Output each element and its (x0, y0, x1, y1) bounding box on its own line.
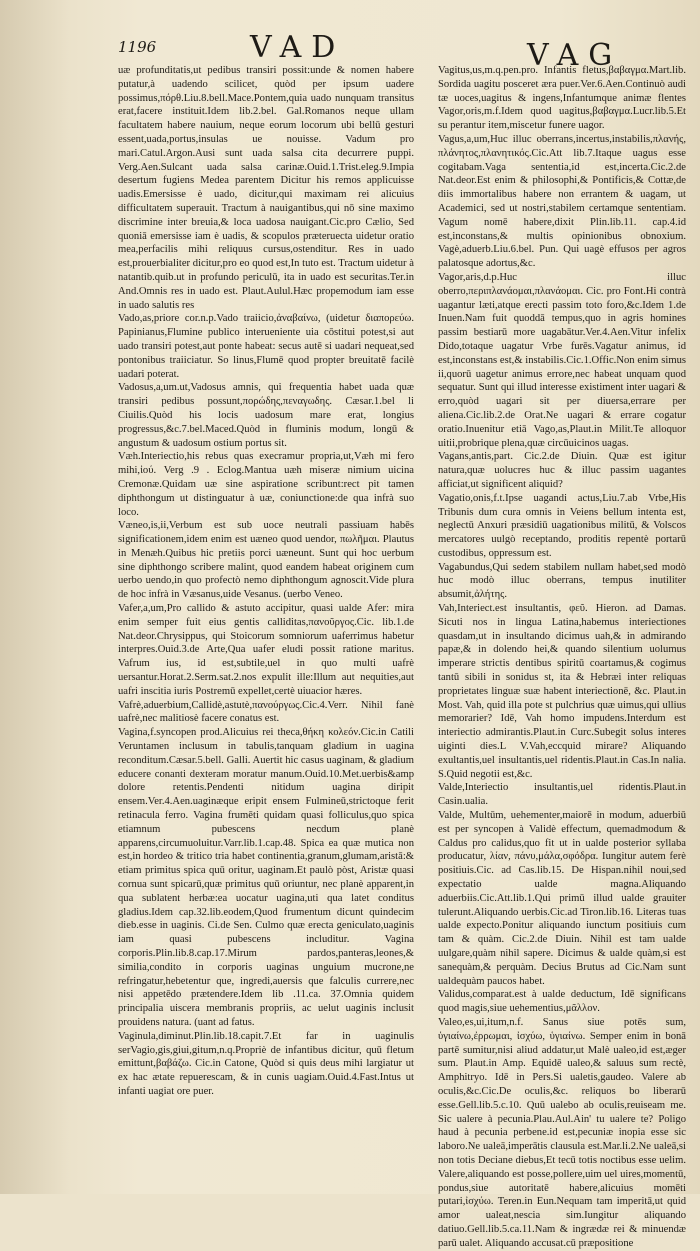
right-column (438, 64, 686, 1251)
dictionary-entry: Vafrè,aduerbium,Callidè,astutè,πανούργως.Cic.4.Verr. Nihil fanè uafrè,nec malitiosè facere conatus est. (118, 699, 414, 725)
dictionary-entry: Vaginula,diminut.Plin.lib.18.capit.7.Et far in uaginulis serVagio,gis,giui,gitum,n.q.Propriè de infantibus dicitur, quū fletum emittunt,βαβάζω. Cic.in Catone, Quòd si quis deus mihi largiatur ut ex hac ætate repuerescam, & in cunis uagiam.Ouid.4.Fast.Intus ut infanti uagiat ore puer. (118, 1030, 414, 1097)
dictionary-entry: Vagina,f.syncopen prod.Alicuius rei theca,θήκη κολεόν.Cic.in Catili Veruntamen inclusum in tabulis,tanquam gladium in uagina reconditum.Cæsar.5.bell. Galli. Auertit hic casus uaginam, & gladium educere conanti dexteram moratur manum.Ouid.10.Met.uerbis&amp dolore retentis.Pendenti nitidum uagina diripit ensem.Ver.4.Aen.uaginæque eripit ensem Fulmineū,strictoque ferit retinacula ferro. Vagina frumēti quidam quasi folliculus,quo spica etiamnum pubescens necdum planè apparens,circumuoluitur.Varr.lib.1.cap.48. Spica ea quæ mutica non est,in hordeo & tritico tria habet continentia,granum,glumam,aristā:& etiam primitus spica quū oritur, uaginam.Et paulò pòst, Aristæ quasi cornua sunt spicarū,quæ primitus quū oriuntur, nec planè apparent,in qua sublatent herbæ:ea uocatur uagina,uti qua latet conditus gladius.Idem cap.32.lib.eodem,Quod frumentum dicunt quindecim dieb.esse in uaginis. Ci.de Sen. Culmo quæ erecta geniculato,uaginis iam quasi pubescens includitur. Vagina corporis.Plin.lib.8.cap.17.Mirum pardos,panteras,leones,& similia,condito in corporis uaginas unguium mucrone,ne refringatur,hebetentur que, ingredi,auersis que falculis currere,nec nisi appetēdo prætendere.Idem lib .11.ca. 37.Omnia quidem principalia uiscera membranis propriis, ac uelut uaginis inclusit prouidens natura. (uant ad fatus. (118, 727, 414, 1028)
dictionary-entry: Valde,Interiectio insultantis,uel ridentis.Plaut.in Casin.ualia. (438, 782, 686, 808)
dictionary-entry: Valeo,es,ui,itum,n.f. Sanus siue potēs sum, ὑγιαίνω,ἐρρωμαι, ἰσχύω, ὑγιαίνω. Semper enim in bonā partē sumitur,nisi aliud addatur,ut Malè ualeo,id est,æger sum. Plaut.in Amp. Equidē ualeo,& saluus sum rectè, Amphitryo. Idē in Pers.Si ualetis,gaudeo. Valere ab oculis,&c.Cic.De oculis,&c. reliquos bo liberarū esse.Gell.lib.5.c.10. Quū ualebo ab oculis,reuiseam me. Sic ualere à pecunia.Plau.Aul.Ain' tu ualere te? Poligo haud à pecunia perbene.id est,pecuniæ inopia esse sic laboro.Ne ualeā,imperātis clausula est.Mar.li.2.Ne ualeā,si non totis Deciane diebus,Et tecū totis noctibus esse uelim. Valere,aliquando est posse,pollere,uim uel uires,momentū, pondus,siue autoritatē habere,alicuius momēti putari,ἰσχύω. Teren.in Eun.Nequam tam imperitā,ut quid amor ualeat,nescia sim.Iungitur aliquando datiuo.Gell.lib.5.ca.11.Nam & ingrædæ rei & minuendæ parū ualet. Aliquando accusat.cū præpositione (438, 1016, 686, 1249)
dictionary-entry: Vah,Interiect.est insultantis, φεῦ. Hieron. ad Damas. Sicuti nos in lingua Latina,habemus interiectiones quasdam,ut in insultando dicimus uah,& in admirando papæ,& in dolendo hei,& quando silentium uolumus imperare strictis dentibus spiritū coartamus,& cogimus tantū sibili in sonidus st, ita & Hebræi inter reliquas proprietates linguæ suæ habent interiectionē, &c. Plaut.in Most. Vah, quid illa pote st pulchrius quæ uimus,qui ullius memorarier? Idē, Vah homo impudens.Interdum est interiectio admirantis.Plaut.in Curc.Subegit solus interes uiginti dies.L V.Vah,eccquid mirare? Aliquando exultantis,uel insultantis,uel ridentis.Plaut.in Cas.In nalia. S.Quid negotii est,&c. (438, 603, 686, 780)
page-edge-shadow (0, 0, 70, 1194)
dictionary-entry: Vagus,a,um,Huc illuc oberrans,incertus,instabilis,πλανής, πλάνητος,πλανητικός.Cic.Att lib.7.Itaque uagus esse cogitabam.Vaga sententia,id est,incerta.Cic.2.de Nat.deor.Est enim & philosophi,& Pontificis,& Cottæ,de diis immortalibus habere non errantem & uagam, ut Academici, sed ut nostri,stabilem certamque sententiam. Vagum nomē habere,dixit Plin.lib.11. cap.4.id est,inconstans,& multis opinionibus obnoxium. Vagè,aduerb.Liu.6.bel. Pun. Qui uagè effusos per agros palatosque adortus,&c. (438, 133, 686, 270)
dictionary-entry: Vagitus,us,m.q.pen.pro. Infantis fletus,βαβαγμα.Mart.lib. Sordida uagitu posceret æra puer.Ver.6.Aen.Continuò audi tæ uoces,uagitus & ingens,Infantumque animæ flentes Vagor,oris,m.f.Idem quod uagitus,βαβαγμα.Lucr.lib.5.Et su perantur item,miscetur funere uagor. (438, 65, 686, 132)
dictionary-entry: Validus,comparat.est à ualde deductum, Idē significans quod magis,siue uehementius,μᾶλλον. (438, 989, 686, 1015)
running-head-left: VAD (250, 30, 346, 65)
left-column (118, 64, 414, 1099)
dictionary-entry: Væneo,is,ii,Verbum est sub uoce neutrali passiuam habēs significationem,idem enim est uæneo quod uendor, πωλῆμαι. Plautus in Menæh.Quibus hic pretiis porci uæneunt. Sunt qui hoc uerbum sine diphthongo scribere malint, quod eandem habeat originem cum uerbo uendo,in quo profectò nemo diphthongum agnoscit.Vide plura de hoc infrà in Væsanus,uide Vesanus. (uerbo Veneo. (118, 520, 414, 601)
dictionary-entry: Vafer,a,um,Pro callido & astuto accipitur, quasi ualde Afer: mira enim semper fuit eius gentis calliditas,πανοῦργος.Cic. lib.1.de Nat.deor.Chrysippus, qui Stoicorum somniorum uaferrimus habetur interpres.Ouid.3.de Arte,Qua uafer eludi possit ratione maritus. Vafrum ius, id est,subtile,uel in quo multi uafrè uersantur.Horat.2.Serm.sat.2.nos expulit ille:Illum aut nequities,aut uafri inscitia iuris Postremū expellet,certè uiuacior hæres. (118, 603, 414, 697)
running-head-right: VAG (527, 38, 623, 73)
page-header (0, 24, 700, 73)
dictionary-entry: Vagabundus,Qui sedem stabilem nullam habet,sed modò huc modò illuc oberrans, tempus inutiliter absumit,ἀλήτης. (438, 561, 686, 601)
dictionary-entry: uæ profunditatis,ut pedibus transiri possit:unde & nomen habere putatur,à uadendo scilicet, quòd per ipsum uadere possimus,πόρθ.Liu.8.bell.Mace.Pontem,quia uado nunquam transitus erat,facere instituit.Idem lib.2.bel. Gal.Romanos neque ullam facultatem habere nauium, neque eorum locorum ubi bellū gesturi essent,uada,portus,insulas ue nouisse. Vadum pro mari.Catul.Argon.Ausi sunt uada salsa cita decurrere puppi. Verg.Aen.Sulcant uada salsa carinæ.Ouid.1.Trist.eleg.9.Impia desertum fugiens Medea parentem Dicitur his remos applicuisse uadis.Emersisse è uado, dicitur,qui maximam rei alicuius difficultatem superauit. Tractum à nauigantibus,qui nō sine maximo discrimine inter breuia,& loca uadosa nauigant.Cic.pro Cælio, Sed quoniā emersisse iam è uadis, & scopulos præteruecta uidetur oratio mea,perfacilis mihi reliquus cursus,ostenditur. Res in uado est,prouerbialiter dicitur,pro eo quod est,In tuto est. Tractum uidetur à natantib.quib.ut in profundo periculū, ita in uado est securitas.Ter.in And.Omnis res in uado est. Plaut.Aulul.Hæc propemodum iam esse in uado salutis res (118, 65, 414, 311)
dictionary-entry: Væh.Interiectio,his rebus quas execramur propria,ut,Væh mi fero mihi,ἰού. Verg .9 . Eclog.Mantua uæh miseræ nimium uicina Cremonæ.Quidam uæ sine aspiratione scribunt:rect pit tamen diphthongum ut distinguatur à uæ, coniunctione:de qua infrà suo loco. (118, 451, 414, 518)
dictionary-entry: Vado,as,priore cor.n.p.Vado traiicio,ἀναβαίνω, (uidetur διαπορεύω. Papinianus,Flumine publico interueniente uia cōstitui potest,si aut uado transiri potest,aut ponte habeat: secus autē si uadari nequeat,sed pontonibus traiiciatur. So linus,Flumē quod propter breuitatē facilè uadari poterat. (118, 313, 414, 380)
page-number: 1196 (118, 38, 157, 56)
dictionary-entry: Vagor,aris,d.p.Huc illuc oberro,περιπλανάομαι,πλανάομαι. Cic. pro Font.Hi contrà uagantur læti,atque erecti passim toto foro,&c.Idem 1.de Inuen.Nam fuit quoddā tempus,quo in agris homines passim bestiarū more uagabātur.Ver.4.Aen.Vitur infelix Dido,totaque uagatur Vrbe furēs.Vagatur animus, id est,inconstans est,& instabilis.Cic.1.Offic.Non enim simus ii,quorū uagetur animus errore,nec habeat unquam quod sequatur. Sunt qui illud interesse existiment inter uagari & erro,quòd uagari sit per diuersa,errare per aliena.Cic.lib.2.de Orat.Ne uagari & errare cogatur oratio.Inuenitur etiā Vago,as,Plaut.in Milit.Te alloquor uitii,probrique plena,quæ circūuicinos uagas. (438, 271, 686, 449)
dictionary-entry: Vadosus,a,um.ut,Vadosus amnis, qui frequentia habet uada quæ transiri pedibus possunt,πορώδης,πεναγωδης. Cæsar.1.bel li Ciuilis.Quòd his locis uadosum mare erat, longius progressus,&c.7.bel.Maced.Quòd in fluminis modum, longū & angustum & uadosum ostium portus sit. (118, 382, 414, 449)
dictionary-entry: Vagatio,onis,f.t.Ipse uagandi actus,Liu.7.ab Vrbe,His Tribunis dum cura omnis in Veiens bellum intenta est, neglectū Anxuri præsidiū uagationibus militū, & Volscos mercatores uulgò receptando, proditis repentè portarū custodibus, oppressum est. (438, 492, 686, 559)
dictionary-entry: Vagans,antis,part. Cic.2.de Diuin. Quæ est igitur natura,quæ uolucres huc & illuc passim uagantes afficiat,ut significent aliquid? (438, 451, 686, 490)
dictionary-entry: Valde, Multūm, uehementer,maiorē in modum, aduerbiū est per syncopen à Validè effectum, quemadmodum & Caldus pro calidus,quo fit ut in ualde posterior syllaba producatur, λίαν, πάνυ,μάλα,σφόδρα. Iungitur autem ferè positiuis.Cic. ad Cas.lib.15. De Hispan.nihil noui,sed expectatio ualde magna.Aliquando aduerbiis.Cic.Att.lib.1.Qui primū illud ualde grauiter tulerunt.Aliquando uerbis.Cic.ad Tiron.lib.16. Literas tuas ualde expecto.Ponitur aliquando iunctum positiuis cum tam & quàm. Cic.2.de Diuin. Nihil est tam ualde uulgare,quàm nihil sapere. Dicimus & ualde quàm,si est sanequàm,& perquàm. Decius Brutus ad Cic.Nam sunt ualdequàm paucos habet. (438, 810, 686, 987)
